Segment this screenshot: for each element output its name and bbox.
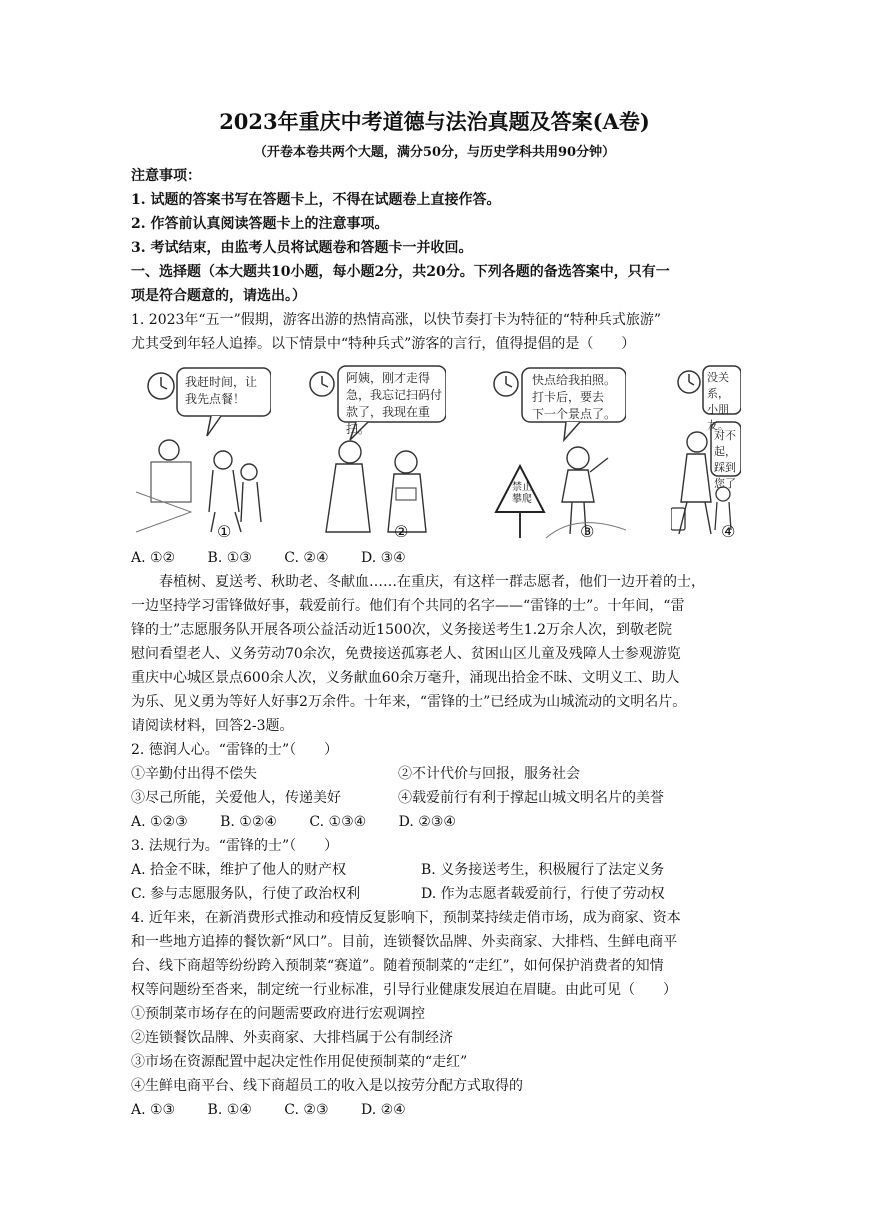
passage-line-1: 春植树、夏送考、秋助老、冬献血……在重庆，有这样一群志愿者，他们一边开着的士， [159,574,705,590]
q2-statement-4: ④载爱前行有利于撑起山城文明名片的美誉 [398,790,664,806]
q3-option-a: A. 拾金不昧，维护了他人的财产权 [131,862,347,878]
q3-option-c: C. 参与志愿服务队，行使了政治权利 [131,886,361,902]
q4-stem-line-4: 权等问题纷至沓来，制定统一行业标准，引导行业健康发展迫在眉睫。由此可见（ ） [131,982,677,998]
notes-heading: 注意事项： [131,168,201,184]
comic-panel-4 [671,362,741,546]
comic-3-speech: 快点给我拍照。 打卡后，要去 下一个景点了。 [532,373,617,421]
section1-heading-line2: 项是符合题意的，请选出。） [131,288,306,304]
q4-statement-1: ①预制菜市场存在的问题需要政府进行宏观调控 [131,1006,425,1022]
passage-line-7: 请阅读材料，回答2-3题。 [131,718,294,734]
comic-4-speech-child: 对不起， 踩到您了 [714,429,736,490]
comic-panel-2 [306,362,446,546]
q4-statement-4: ④生鲜电商平台、线下商超员工的收入是以按劳分配方式取得的 [131,1078,523,1094]
q1-stem-line2: 尤其受到年轻人追捧。以下情景中“特种兵式”游客的言行，值得提倡的是（ ） [131,336,636,352]
passage-line-5: 重庆中心城区景点600余人次，义务献血60余万毫升，涌现出拾金不昧、文明义工、助人 [131,670,680,686]
passage-line-4: 慰问看望老人、义务劳动70余次，免费接送孤寡老人、贫困山区儿童及残障人士参观游览 [131,646,681,662]
comic-panel-1 [131,362,271,546]
section1-heading-line1: 一、选择题（本大题共10小题，每小题2分，共20分。下列各题的备选答案中，只有一 [131,264,670,280]
comic-1-number: ① [217,522,232,541]
comic-2-number: ② [394,522,409,541]
q4-stem-line-1: 4. 近年来，在新消费形式推动和疫情反复影响下，预制菜持续走俏市场，成为商家、资本 [131,910,681,926]
exam-subtitle: （开卷本卷共两个大题，满分50分，与历史学科共用90分钟） [253,145,616,160]
q2-stem: 2. 德润人心。“雷锋的士”（ ） [131,742,339,758]
q3-stem: 3. 法规行为。“雷锋的士”（ ） [131,838,339,854]
q1-options: A. ①② B. ①③ C. ②④ D. ③④ [131,550,406,566]
q1-stem-line1: 1. 2023年“五一”假期，游客出游的热情高涨，以快节奏打卡为特征的“特种兵式旅游” [131,312,662,328]
q2-statement-3: ③尽己所能，关爱他人，传递美好 [131,790,341,806]
q4-statement-2: ②连锁餐饮品牌、外卖商家、大排档属于公有制经济 [131,1030,453,1046]
q3-option-b: B. 义务接送考生，积极履行了法定义务 [421,862,665,878]
exam-title: 2023年重庆中考道德与法治真题及答案(A卷) [219,109,650,134]
passage-line-6: 为乐、见义勇为等好人好事2万余件。十年来，“雷锋的士”已经成为山城流动的文明名片。 [131,694,687,710]
q2-statement-2: ②不计代价与回报，服务社会 [398,766,580,782]
passage-line-2: 一边坚持学习雷锋做好事，载爱前行。他们有个共同的名字——“雷锋的士”。十年间，“雷 [131,598,685,614]
comic-4-speech-adult: 没关系， 小朋友。 [707,371,729,432]
q2-options: A. ①②③ B. ①②④ C. ①③④ D. ②③④ [131,814,456,830]
note-item-1: 1. 试题的答案书写在答题卡上，不得在试题卷上直接作答。 [131,192,501,208]
comic-3-number: ③ [580,522,595,541]
comic-4-number: ④ [721,522,736,541]
q4-stem-line-2: 和一些地方追捧的餐饮新“风口”。目前，连锁餐饮品牌、外卖商家、大排档、生鲜电商平 [131,934,678,950]
note-item-2: 2. 作答前认真阅读答题卡上的注意事项。 [131,216,389,232]
passage-line-3: 锋的士”志愿服务队开展各项公益活动近1500次，义务接送考生1.2万余人次，到敬老院 [131,622,673,638]
q2-statement-1: ①辛勤付出得不偿失 [131,766,257,782]
comic-panel-3 [486,362,626,546]
q4-options: A. ①③ B. ①④ C. ②③ D. ②④ [131,1102,406,1118]
q4-stem-line-3: 台、线下商超等纷纷跨入预制菜“赛道”。随着预制菜的“走红”，如何保护消费者的知情 [131,958,664,974]
q1-comic-strip [131,362,741,546]
q3-option-d: D. 作为志愿者载爱前行，行使了劳动权 [421,886,665,902]
q4-statement-3: ③市场在资源配置中起决定性作用促使预制菜的“走红” [131,1054,468,1070]
comic-2-speech: 阿姨，刚才走得 急，我忘记扫码付 款了，我现在重扫。 [346,371,443,436]
note-item-3: 3. 考试结束，由监考人员将试题卷和答题卡一并收回。 [131,240,473,256]
comic-3-warning-sign: 禁止攀爬 [512,482,532,505]
comic-1-speech: 我赶时间，让 我先点餐！ [185,375,258,406]
